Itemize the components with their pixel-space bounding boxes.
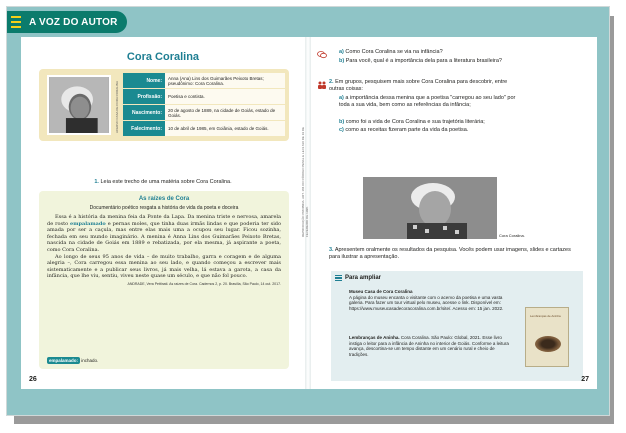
question-2a [339, 95, 521, 109]
ampliar-item-book [349, 335, 513, 357]
group-work-icon [317, 81, 327, 89]
question-text: como foi a vida de Cora Coralina e sua trajetória literária; [345, 119, 485, 125]
ampliar-item-title: Museu Casa de Cora Coralina [349, 289, 413, 294]
author-photo-elderly [363, 177, 497, 239]
para-ampliar-heading [335, 275, 381, 281]
para-ampliar-title: Para ampliar [345, 275, 382, 281]
question-text: a importância dessa menina que a poetisa "carregou ao seu lado" por toda a sua vida, bem como as referências da infância; [339, 95, 516, 108]
para-ampliar-box [331, 271, 583, 381]
ampliar-item-museum [349, 289, 513, 311]
profile-value: 20 de agosto de 1889, na cidade de Goiás, estado de Goiás. [165, 105, 285, 120]
page-number-right: 27 [581, 376, 589, 383]
book-cover-title: Lembranças de Aninha [530, 314, 561, 318]
section-tab [7, 11, 127, 33]
instruction-number: 1. [94, 179, 99, 185]
article-paragraph-1 [47, 214, 281, 254]
frame-right [595, 7, 609, 416]
question-2 [329, 79, 519, 93]
profile-label: Nascimento: [123, 105, 165, 120]
question-text: Em grupos, pesquisem mais sobre Cora Coralina para descobrir, entre outras coisas: [329, 79, 508, 92]
profile-row-death [123, 121, 285, 136]
question-text: Para você, qual é a importância dela para a literatura brasileira? [345, 58, 502, 64]
section-title: A VOZ DO AUTOR [29, 16, 118, 28]
nest-illustration [535, 336, 561, 352]
article-title: As raízes de Cora [138, 196, 190, 202]
glossary-term: empalamado: [49, 358, 79, 363]
question-letter: a) [339, 95, 344, 101]
right-page [311, 37, 597, 389]
page-title: Cora Coralina [126, 51, 200, 63]
frame-left [7, 7, 21, 416]
profile-row-profession [123, 89, 285, 104]
paragraph-text: e pernas moles, que tinha duas irmãs lindas e que poderia ter sido amada por ser a caçula, mas entre elas mais uma a ocupou seu lugar. Ficou sozinha, fechada em seu mundo imaginário. A menina é Anna Lins dos Guimarães Peixoto Bretas, nascida na cidade de Goiás em 1889 e rebatizada, por ela mesma, já aspirante a poeta, como Cora Coralina. [47, 220, 282, 253]
paragraph-text: Essa é a história da menina feia da Ponte da Lapa. Da menina triste e nervosa, amarela de rosto [47, 214, 281, 227]
article-paragraph-2: Ao longo de seus 95 anos de vida – de muito trabalho, garra e coragem e de alguma alegria –, Cora carregou essa menina ao seu lado, e quando começou a escrever mais sistematicamente e a publicar seus livros, já mais velha, lá estava a garota, a casa da infância, que lhe viu, sentiu, viveu neste quase um século, e que não fol pouco. [47, 253, 281, 280]
question-3 [329, 247, 579, 261]
list-lines-icon [335, 275, 342, 281]
profile-label: Profissão: [123, 89, 165, 104]
highlighted-word: empalamado [70, 220, 106, 227]
profile-label: Nome: [123, 73, 165, 88]
question-2c [339, 127, 589, 134]
speech-bubble-icon [317, 51, 327, 59]
left-page [21, 37, 305, 389]
question-letter: b) [339, 58, 345, 64]
article-source: ANDRADE, Vera Pettinati. As raízes de Cora. Cadernos 2, p. 20. Brasília, São Paulo, 14 out. 2017. [127, 281, 281, 286]
question-text: Apresentem oralmente os resultados da pesquisa. Vocês podem usar imagens, slides e cartazes para ilustrar a apresentação. [329, 247, 571, 260]
question-1a [339, 49, 589, 56]
profile-value: Poetisa e contista. [165, 89, 285, 104]
profile-table [123, 73, 285, 137]
profile-value: Anna (Ana) Lins dos Guimarães Peixoto Bretas; pseudônimo: Cora Coralina. [165, 73, 285, 88]
question-number: 2. [329, 79, 334, 85]
ampliar-item-text: Cora Coralina. São Paulo: Global, 2021. Esse livro instiga o leitor para a infância de Aninha no interior de Goiás. Conforme a leitura avança, descortina-se um tempo distante em um cenário rural e cheio de tradições. [349, 335, 509, 357]
question-text: como as receitas fizeram parte da vida da poetisa. [345, 127, 469, 133]
book-cover-image [525, 307, 569, 367]
author-portrait-image [47, 75, 111, 135]
profile-value: 10 de abril de 1985, em Goiânia, estado de Goiás. [165, 121, 285, 136]
question-letter: b) [339, 119, 345, 125]
question-number: 3. [329, 247, 334, 253]
legal-credit: REPRODUÇÃO PROIBIDA. ART. 184 DO CÓDIGO PENAL E LEI 9.610 DE 19 DE FEVEREIRO DE 1998. [301, 126, 309, 237]
article-excerpt-box [39, 191, 289, 369]
ampliar-item-title: Lembranças de Aninha. [349, 335, 400, 340]
reading-instruction [21, 179, 305, 185]
question-letter: c) [339, 127, 344, 133]
photo-caption: Cora Coralina. [499, 233, 525, 238]
instruction-text: Leia este trecho de uma matéria sobre Cora Coralina. [100, 179, 232, 185]
author-profile-card [39, 69, 289, 141]
question-text: Como Cora Coralina se via na infância? [345, 49, 443, 55]
book-spread [6, 6, 610, 416]
profile-row-name [123, 73, 285, 88]
question-2b [339, 119, 589, 126]
article-subtitle: Documentário poético resgata a história de vida da poeta e doceira [89, 205, 239, 211]
question-1b [339, 58, 509, 65]
page-number-left: 26 [29, 376, 37, 383]
glossary-definition: inchado. [80, 358, 99, 363]
profile-row-birth [123, 105, 285, 120]
photo-credit: ACERVO CASA DE CORA CORALINA [115, 81, 119, 133]
ampliar-item-text: A página do museu encanta o visitante com o acervo da poetisa e uma vasta galeria. Para fazer um tour virtual pelo museu, acesse o link. Disponível em: https://www.museucasadecoracoralina.com.br/site/. Acesso em: 15 jan. 2022. [349, 294, 504, 311]
menu-lines-icon [11, 16, 21, 28]
frame-bottom [7, 387, 610, 415]
glossary [47, 358, 98, 363]
question-letter: a) [339, 49, 344, 55]
profile-label: Falecimento: [123, 121, 165, 136]
